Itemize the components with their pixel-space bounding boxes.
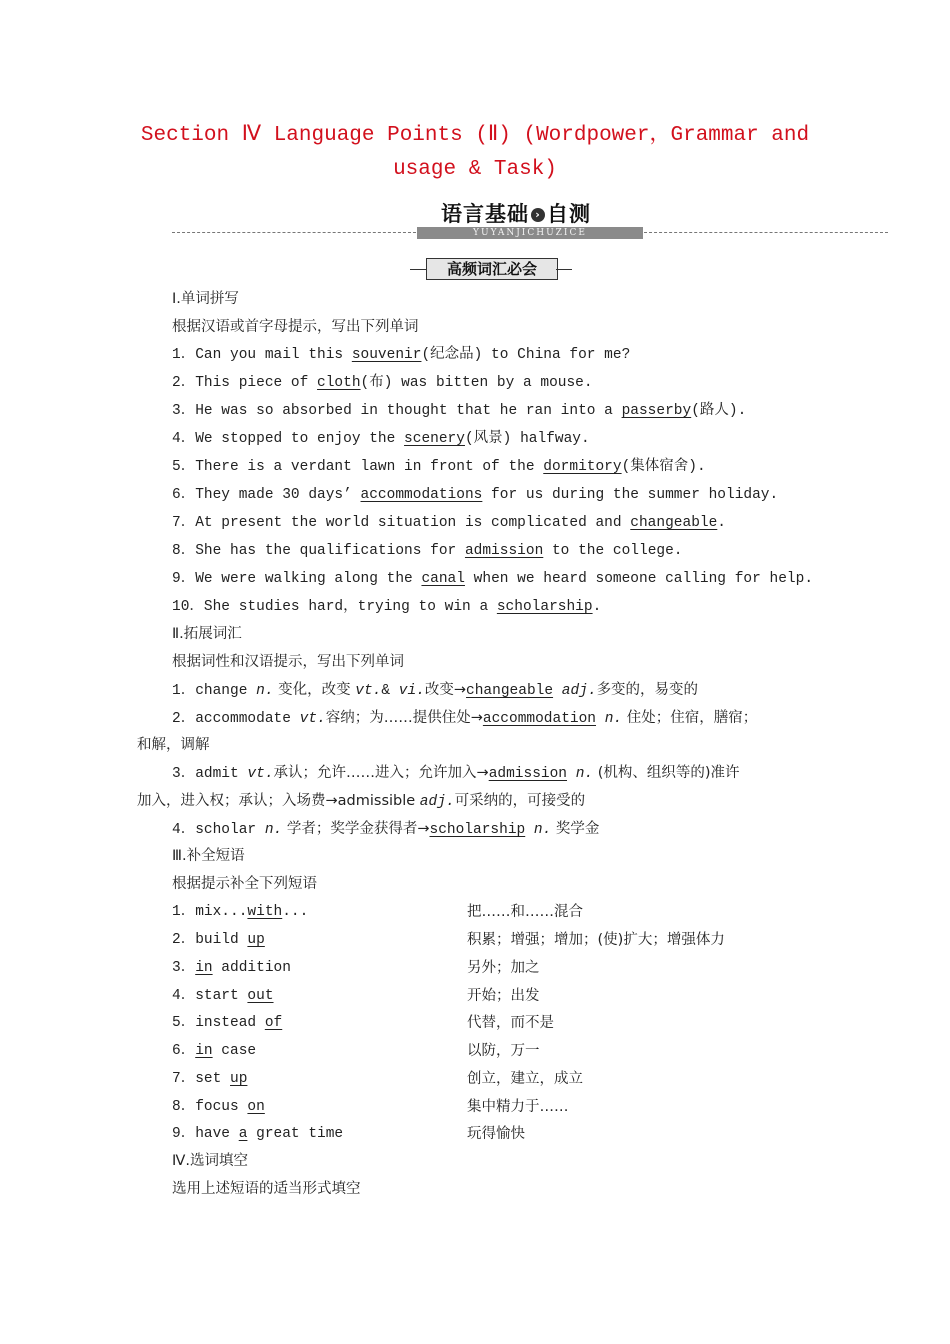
arrow-right-icon: › bbox=[531, 208, 545, 222]
text-run: 9．We were walking along the bbox=[172, 571, 422, 587]
section-3-instruction: 根据提示补全下列短语 bbox=[172, 876, 317, 892]
text-run: ... bbox=[282, 904, 309, 920]
text-run: 代替，而不是 bbox=[467, 1015, 554, 1031]
text-run: 5．There is a verdant lawn in front of the bbox=[172, 459, 544, 475]
s3-item-4 bbox=[172, 986, 812, 1006]
subheading: 高频词汇必会 bbox=[426, 258, 558, 280]
subheading-line-right bbox=[556, 269, 572, 270]
s3-item-5 bbox=[172, 1013, 812, 1033]
s3-item-2 bbox=[172, 930, 812, 950]
answer: scholarship bbox=[496, 599, 593, 615]
text-run: 4．scholar bbox=[172, 822, 265, 838]
text-run: n. bbox=[256, 683, 274, 699]
text-run: vi. bbox=[398, 683, 425, 699]
text-run: 以防，万一 bbox=[467, 1043, 540, 1059]
text-run: 4．We stopped to enjoy the bbox=[172, 431, 405, 447]
text-run: 8．focus bbox=[172, 1099, 248, 1115]
answer: in bbox=[195, 1043, 213, 1059]
text-run: (风景) halfway. bbox=[464, 431, 590, 447]
text-run: 5．instead bbox=[172, 1015, 265, 1031]
text-run: 改变→ bbox=[424, 682, 467, 698]
banner-divider-right bbox=[644, 232, 888, 233]
text-run: (机构、组织等的)准许 bbox=[593, 765, 740, 781]
s3-item-6 bbox=[172, 1041, 812, 1061]
section-1-heading: Ⅰ.单词拼写 bbox=[172, 291, 239, 307]
s1-item-5 bbox=[172, 457, 706, 477]
text-run: 3．admit bbox=[172, 766, 248, 782]
s2-item-1 bbox=[172, 680, 698, 701]
s3-item-1 bbox=[172, 902, 812, 922]
answer: with bbox=[247, 904, 283, 920]
section-title-line-1: Section Ⅳ Language Points (Ⅱ) (Wordpower，Grammar and bbox=[140, 124, 810, 147]
s3-item-9 bbox=[172, 1124, 812, 1144]
text-run: 4．start bbox=[172, 988, 248, 1004]
text-run: n. bbox=[533, 822, 552, 838]
s1-item-8 bbox=[172, 541, 683, 561]
section-1-instruction: 根据汉语或首字母提示，写出下列单词 bbox=[172, 319, 419, 335]
text-run: 另外；加之 bbox=[467, 960, 540, 976]
s1-item-10 bbox=[172, 597, 601, 617]
section-4-heading: Ⅳ.选词填空 bbox=[172, 1153, 248, 1169]
s3-item-7 bbox=[172, 1069, 812, 1089]
text-run: adj. bbox=[561, 683, 597, 699]
subheading-line-left bbox=[410, 269, 426, 270]
answer: up bbox=[230, 1071, 248, 1087]
text-run: to the college. bbox=[543, 543, 683, 559]
text-run: 承认；允许……进入；允许加入→ bbox=[273, 765, 489, 781]
text-run: 7．At present the world situation is complicated and bbox=[172, 515, 631, 531]
banner-heading-right: 自测 bbox=[547, 202, 591, 226]
answer: canal bbox=[421, 571, 465, 587]
text-run: 加入，进入权；承认；入场费→admissible bbox=[137, 793, 420, 809]
text-run: 变化，改变 bbox=[273, 682, 356, 698]
s1-item-7 bbox=[172, 513, 726, 533]
text-run: vt. bbox=[299, 711, 326, 727]
banner-divider-left bbox=[172, 232, 416, 233]
text-run: 学者；奖学金获得者→ bbox=[282, 821, 430, 837]
text-run bbox=[567, 766, 576, 782]
s3-item-8 bbox=[172, 1097, 812, 1117]
text-run bbox=[596, 711, 605, 727]
banner-heading bbox=[441, 198, 591, 228]
text-run: 可采纳的，可接受的 bbox=[454, 793, 586, 809]
text-run: 1．mix... bbox=[172, 904, 248, 920]
text-run: 6．They made 30 days’ bbox=[172, 487, 361, 503]
text-run: . bbox=[592, 599, 602, 615]
text-run: 1．Can you mail this bbox=[172, 347, 352, 363]
s2-item-3-continued bbox=[137, 791, 585, 812]
text-run: 积累；增强；增加；(使)扩大；增强体力 bbox=[467, 932, 725, 948]
s1-item-2 bbox=[172, 373, 593, 393]
text-run: 把……和……混合 bbox=[467, 904, 583, 920]
section-title-line-2: usage & Task) bbox=[393, 158, 557, 181]
text-run: 3．He was so absorbed in thought that he ran into a bbox=[172, 403, 622, 419]
text-run: 玩得愉快 bbox=[467, 1126, 525, 1142]
banner-heading-left: 语言基础 bbox=[441, 202, 529, 226]
section-2-instruction: 根据词性和汉语提示，写出下列单词 bbox=[172, 654, 404, 670]
text-run: 多变的，易变的 bbox=[596, 682, 699, 698]
text-run: vt. bbox=[247, 766, 274, 782]
text-run: 3． bbox=[172, 960, 196, 976]
answer: admission bbox=[464, 543, 544, 559]
text-run: 奖学金 bbox=[551, 821, 600, 837]
banner-pinyin: YUYANJICHUZICE bbox=[417, 227, 643, 239]
s2-item-2-continued: 和解，调解 bbox=[137, 737, 210, 753]
text-run: 9．have bbox=[172, 1126, 239, 1142]
text-run: 10．She studies hard，trying to win a bbox=[172, 599, 497, 615]
text-run: for us during the summer holiday. bbox=[482, 487, 779, 503]
text-run: when we heard someone calling for help. bbox=[464, 571, 814, 587]
text-run: vt. bbox=[355, 683, 382, 699]
text-run: 7．set bbox=[172, 1071, 231, 1087]
answer: scenery bbox=[404, 431, 465, 447]
answer: scholarship bbox=[429, 822, 526, 838]
text-run: 1．change bbox=[172, 683, 257, 699]
text-run: 2．accommodate bbox=[172, 711, 300, 727]
text-run: . bbox=[717, 515, 726, 531]
text-run: great time bbox=[247, 1126, 344, 1142]
answer: changeable bbox=[466, 683, 554, 699]
section-3-heading: Ⅲ.补全短语 bbox=[172, 848, 245, 864]
answer: up bbox=[247, 932, 265, 948]
s1-item-9 bbox=[172, 569, 813, 589]
text-run: (路人). bbox=[691, 403, 747, 419]
text-run: & bbox=[381, 683, 399, 699]
answer: accommodation bbox=[482, 711, 597, 727]
text-run: 2．build bbox=[172, 932, 248, 948]
answer: on bbox=[247, 1099, 265, 1115]
text-run: 开始；出发 bbox=[467, 988, 540, 1004]
text-run: 6． bbox=[172, 1043, 196, 1059]
answer: in bbox=[195, 960, 213, 976]
text-run: (布) was bitten by a mouse. bbox=[360, 375, 593, 391]
text-run: 创立，建立，成立 bbox=[467, 1071, 583, 1087]
text-run: (纪念品) to China for me? bbox=[421, 347, 631, 363]
s1-item-3 bbox=[172, 401, 746, 421]
answer: out bbox=[247, 988, 274, 1004]
answer: a bbox=[238, 1126, 248, 1142]
s2-item-3 bbox=[172, 763, 740, 784]
subheading-frame bbox=[410, 258, 572, 280]
text-run: adj. bbox=[419, 794, 455, 810]
text-run: 住处；住宿，膳宿； bbox=[622, 710, 758, 726]
text-run: 集中精力于…… bbox=[467, 1099, 569, 1115]
section-4-instruction: 选用上述短语的适当形式填空 bbox=[172, 1181, 361, 1197]
section-2-heading: Ⅱ.拓展词汇 bbox=[172, 626, 242, 642]
answer: souvenir bbox=[351, 347, 422, 363]
text-run: 8．She has the qualifications for bbox=[172, 543, 465, 559]
s1-item-4 bbox=[172, 429, 590, 449]
text-run: n. bbox=[575, 766, 594, 782]
answer: dormitory bbox=[543, 459, 622, 475]
text-run: n. bbox=[604, 711, 623, 727]
answer: passerby bbox=[621, 403, 692, 419]
text-run: addition bbox=[212, 960, 291, 976]
answer: accommodations bbox=[360, 487, 483, 503]
text-run: 容纳；为……提供住处→ bbox=[325, 710, 483, 726]
text-run: n. bbox=[264, 822, 283, 838]
s1-item-1 bbox=[172, 345, 630, 365]
answer: of bbox=[264, 1015, 283, 1031]
text-run: (集体宿舍). bbox=[621, 459, 706, 475]
s2-item-4 bbox=[172, 819, 599, 840]
text-run: case bbox=[212, 1043, 257, 1059]
text-run: 2．This piece of bbox=[172, 375, 318, 391]
answer: changeable bbox=[630, 515, 718, 531]
s3-item-3 bbox=[172, 958, 812, 978]
answer: admission bbox=[488, 766, 568, 782]
answer: cloth bbox=[317, 375, 361, 391]
text-run bbox=[525, 822, 534, 838]
s2-item-2 bbox=[172, 708, 757, 729]
text-run bbox=[553, 683, 562, 699]
s1-item-6 bbox=[172, 485, 778, 505]
